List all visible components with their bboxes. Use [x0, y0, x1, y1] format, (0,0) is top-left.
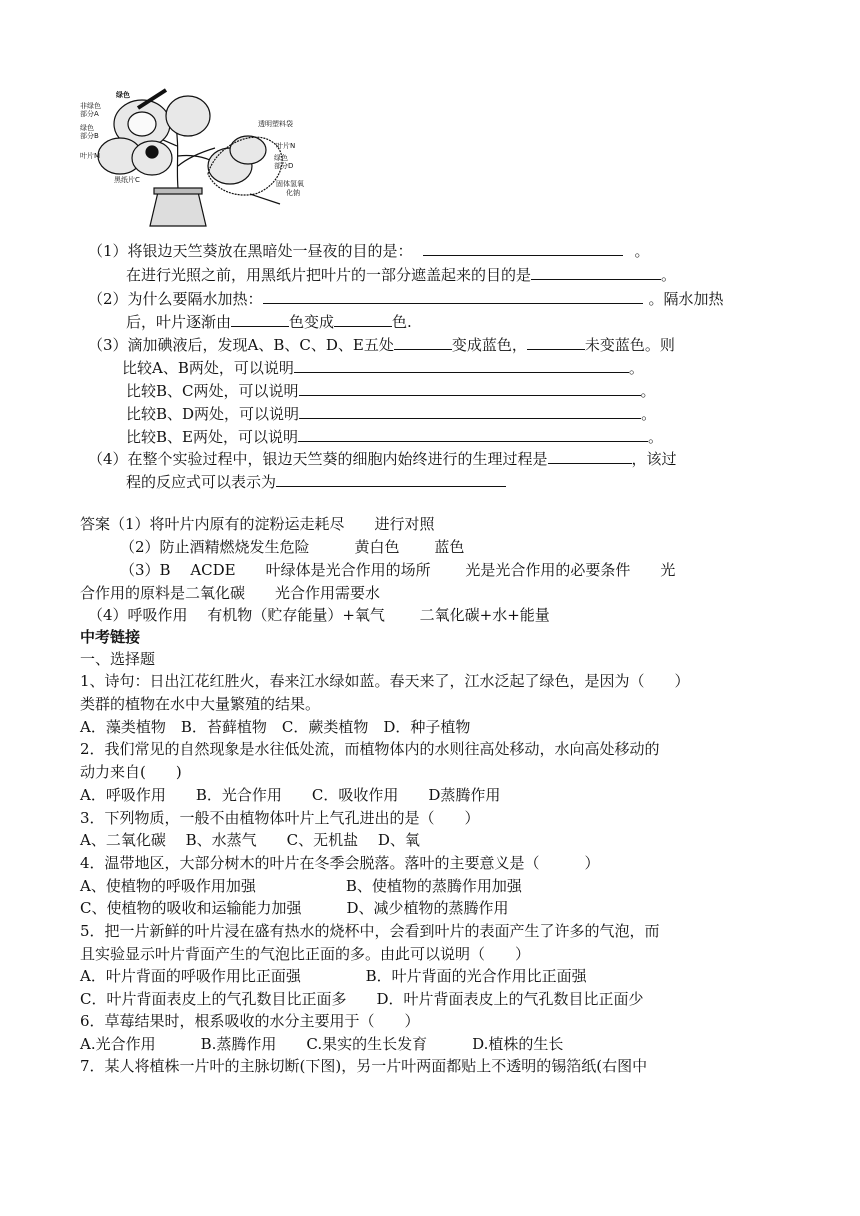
- answer-blank-2a[interactable]: [263, 288, 643, 304]
- answer-line-3: （3）B ACDE 叶绿体是光合作用的场所 光是光合作用的必要条件 光: [120, 561, 676, 579]
- label-naoh-1: 固体氢氧: [276, 180, 304, 188]
- mcq-line: 5．把一片新鲜的叶片浸在盛有热水的烧杯中，会看到叶片的表面产生了许多的气泡，而: [80, 922, 660, 940]
- mcq-line: C、使植物的吸收和运输能力加强 D、减少植物的蒸腾作用: [80, 899, 509, 917]
- answer-line-4: （4）呼吸作用 有机物（贮存能量）+氧气 二氧化碳+水+能量: [88, 606, 550, 624]
- question-2a: （2）为什么要隔水加热： 。隔水加热: [88, 290, 724, 308]
- question-4b: 程的反应式可以表示为: [126, 471, 506, 493]
- section-subtitle: 一、选择题: [80, 650, 156, 668]
- mcq-line: A、使植物的呼吸作用加强 B、使植物的蒸腾作用加强: [80, 877, 522, 895]
- answer-blank-1a[interactable]: [423, 240, 623, 256]
- mcq-line: 类群的植物在水中大量繁殖的结果。: [80, 695, 321, 713]
- plant-illustration: [98, 90, 282, 226]
- answer-line-3-cont: 合作用的原料是二氧化碳 光合作用需要水: [80, 584, 381, 602]
- section-title: 中考链接: [80, 628, 141, 646]
- label-green-b-1: 绿色: [80, 124, 94, 132]
- question-3a: （3）滴加碘液后，发现A、B、C、D、E五处 变成蓝色， 未变蓝色。则: [88, 336, 675, 354]
- answer-line-2: （2）防止酒精燃烧发生危险 黄白色 蓝色: [120, 538, 465, 556]
- question-3d: 比较B、D两处，可以说明 。: [126, 405, 657, 423]
- mcq-line: C．叶片背面表皮上的气孔数目比正面多 D．叶片背面表皮上的气孔数目比正面少: [80, 990, 644, 1008]
- label-green-d-2: 部分D: [274, 162, 294, 170]
- mcq-line: A.光合作用 B.蒸腾作用 C.果实的生长发育 D.植株的生长: [80, 1035, 564, 1053]
- geranium-experiment-figure: [80, 86, 330, 232]
- question-3c: 比较B、C两处，可以说明 。: [126, 382, 656, 400]
- mcq-line: 3．下列物质，一般不由植物体叶片上气孔进出的是（ ）: [80, 809, 480, 827]
- question-1b: 在进行光照之前，用黑纸片把叶片的一部分遮盖起来的目的是 。: [126, 266, 677, 284]
- answer-blank-3d[interactable]: [299, 403, 641, 419]
- answer-blank-2b-2[interactable]: [334, 311, 392, 327]
- answer-blank-3e[interactable]: [298, 426, 648, 442]
- label-nongreen-a-2: 部分A: [80, 110, 99, 118]
- answer-blank-1b[interactable]: [531, 264, 661, 280]
- label-green-d-1: 绿色: [274, 154, 288, 162]
- question-1a: （1）将银边天竺葵放在黑暗处一昼夜的目的是： 。: [88, 242, 650, 260]
- question-3b: 比较A、B两处，可以说明 。: [122, 359, 644, 377]
- mcq-line: A．呼吸作用 B．光合作用 C．吸收作用 D蒸腾作用: [80, 786, 501, 804]
- answer-blank-3a-2[interactable]: [527, 334, 585, 350]
- answer-blank-4a[interactable]: [548, 448, 632, 464]
- question-2b: 后，叶片逐渐由 色变成 色.: [126, 313, 412, 331]
- label-green-b-2: 部分B: [80, 132, 99, 140]
- label-black-paper-c: 黑纸片C: [114, 176, 140, 184]
- answer-blank-3c[interactable]: [299, 380, 641, 396]
- answer-blank-2b-1[interactable]: [231, 311, 289, 327]
- mcq-line: 动力来自( ): [80, 763, 182, 781]
- answer-blank-3b[interactable]: [294, 357, 629, 373]
- answer-blank-3a-1[interactable]: [394, 334, 452, 350]
- mcq-line: A、二氧化碳 B、水蒸气 C、无机盐 D、氧: [80, 831, 420, 849]
- mcq-line: 且实验显示叶片背面产生的气泡比正面的多。由此可以说明（ ）: [80, 945, 531, 963]
- mcq-line: 6．草莓结果时，根系吸收的水分主要用于（ ）: [80, 1012, 420, 1030]
- answer-blank-4b[interactable]: [276, 471, 506, 487]
- answer-line-1: 答案（1）将叶片内原有的淀粉运走耗尽 进行对照: [80, 515, 435, 533]
- mcq-line: 1、诗句：日出江花红胜火，春来江水绿如蓝。春天来了，江水泛起了绿色，是因为（ ）: [80, 672, 690, 690]
- mcq-line: A．叶片背面的呼吸作用比正面强 B．叶片背面的光合作用比正面强: [80, 967, 587, 985]
- question-4a: （4）在整个实验过程中，银边天竺葵的细胞内始终进行的生理过程是 ，该过: [88, 450, 677, 468]
- label-nongreen-a-1: 非绿色: [80, 102, 101, 110]
- mcq-line: 4．温带地区，大部分树木的叶片在冬季会脱落。落叶的主要意义是（ ）: [80, 854, 600, 872]
- mcq-line: 7．某人将植株一片叶的主脉切断(下图)，另一片叶两面都贴上不透明的锡箔纸(右图中: [80, 1057, 648, 1075]
- mcq-line: A．藻类植物 B．苔藓植物 C．蕨类植物 D．种子植物: [80, 718, 471, 736]
- label-naoh-2: 化钠: [286, 189, 300, 197]
- label-plastic-bag: 透明塑料袋: [258, 120, 293, 128]
- mcq-line: 2．我们常见的自然现象是水往低处流，而植物体内的水则往高处移动，水向高处移动的: [80, 740, 660, 758]
- question-3e: 比较B、E两处，可以说明 。: [126, 428, 663, 446]
- label-leaf-n: 叶片N: [276, 142, 296, 150]
- label-leaf-m: 叶片M: [80, 152, 101, 160]
- figure-title: 绿色: [116, 91, 130, 99]
